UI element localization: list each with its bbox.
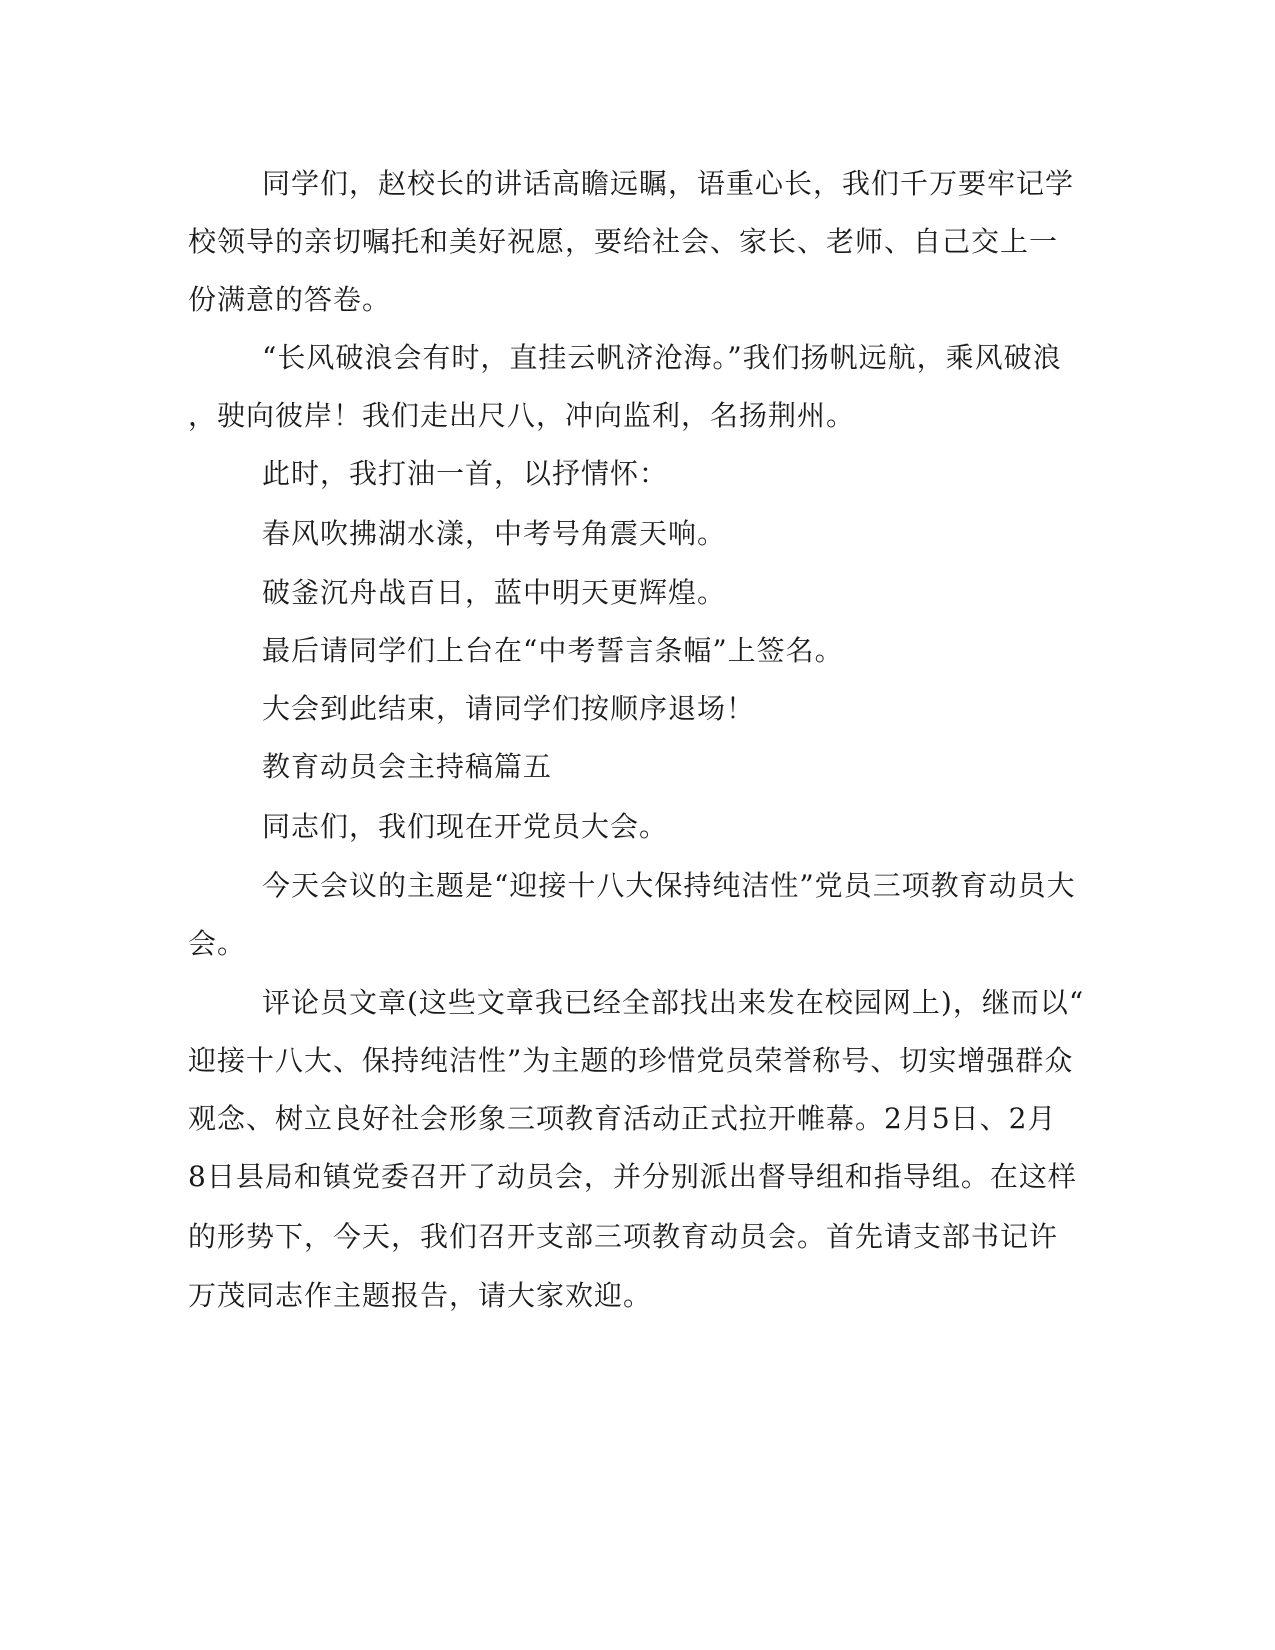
- text-line: 最后请同学们上台在“中考誓言条幅”上签名。: [262, 634, 844, 667]
- text-line: 此时，我打油一首，以抒情怀：: [262, 457, 669, 490]
- text-line: 同志们，我们现在开党员大会。: [262, 810, 669, 843]
- section-heading: 教育动员会主持稿篇五: [262, 750, 553, 783]
- text-line: 份满意的答卷。: [188, 283, 392, 316]
- text-line: 会。: [188, 927, 247, 960]
- text-line: 今天会议的主题是“迎接十八大保持纯洁性”党员三项教育动员大: [262, 869, 1076, 902]
- text-line: 万茂同志作主题报告，请大家欢迎。: [188, 1279, 653, 1312]
- poem-line: 破釜沉舟战百日，蓝中明天更辉煌。: [262, 576, 727, 609]
- text-line: 校领导的亲切嘱托和美好祝愿，要给社会、家长、老师、自己交上一: [188, 225, 1059, 258]
- text-line: ，驶向彼岸！我们走出尺八，冲向监利，名扬荆州。: [188, 399, 856, 432]
- poem-line: 春风吹拂湖水漾，中考号角震天响。: [262, 517, 727, 550]
- text-line: 观念、树立良好社会形象三项教育活动正式拉开帷幕。2月5日、2月: [188, 1102, 1057, 1135]
- text-line: 同学们，赵校长的讲话高瞻远瞩，语重心长，我们千万要牢记学: [262, 167, 1075, 200]
- text-line: 大会到此结束，请同学们按顺序退场！: [262, 692, 756, 725]
- text-line: 评论员文章(这些文章我已经全部找出来发在校园网上)，继而以“: [262, 986, 1085, 1019]
- text-line: 8日县局和镇党委召开了动员会，并分别派出督导组和指导组。在这样: [188, 1160, 1077, 1193]
- text-line: 的形势下，今天，我们召开支部三项教育动员会。首先请支部书记许: [188, 1220, 1059, 1253]
- text-line: 迎接十八大、保持纯洁性”为主题的珍惜党员荣誉称号、切实增强群众: [188, 1044, 1074, 1077]
- text-line: “长风破浪会有时，直挂云帆济沧海。”我们扬帆远航，乘风破浪: [262, 341, 1062, 374]
